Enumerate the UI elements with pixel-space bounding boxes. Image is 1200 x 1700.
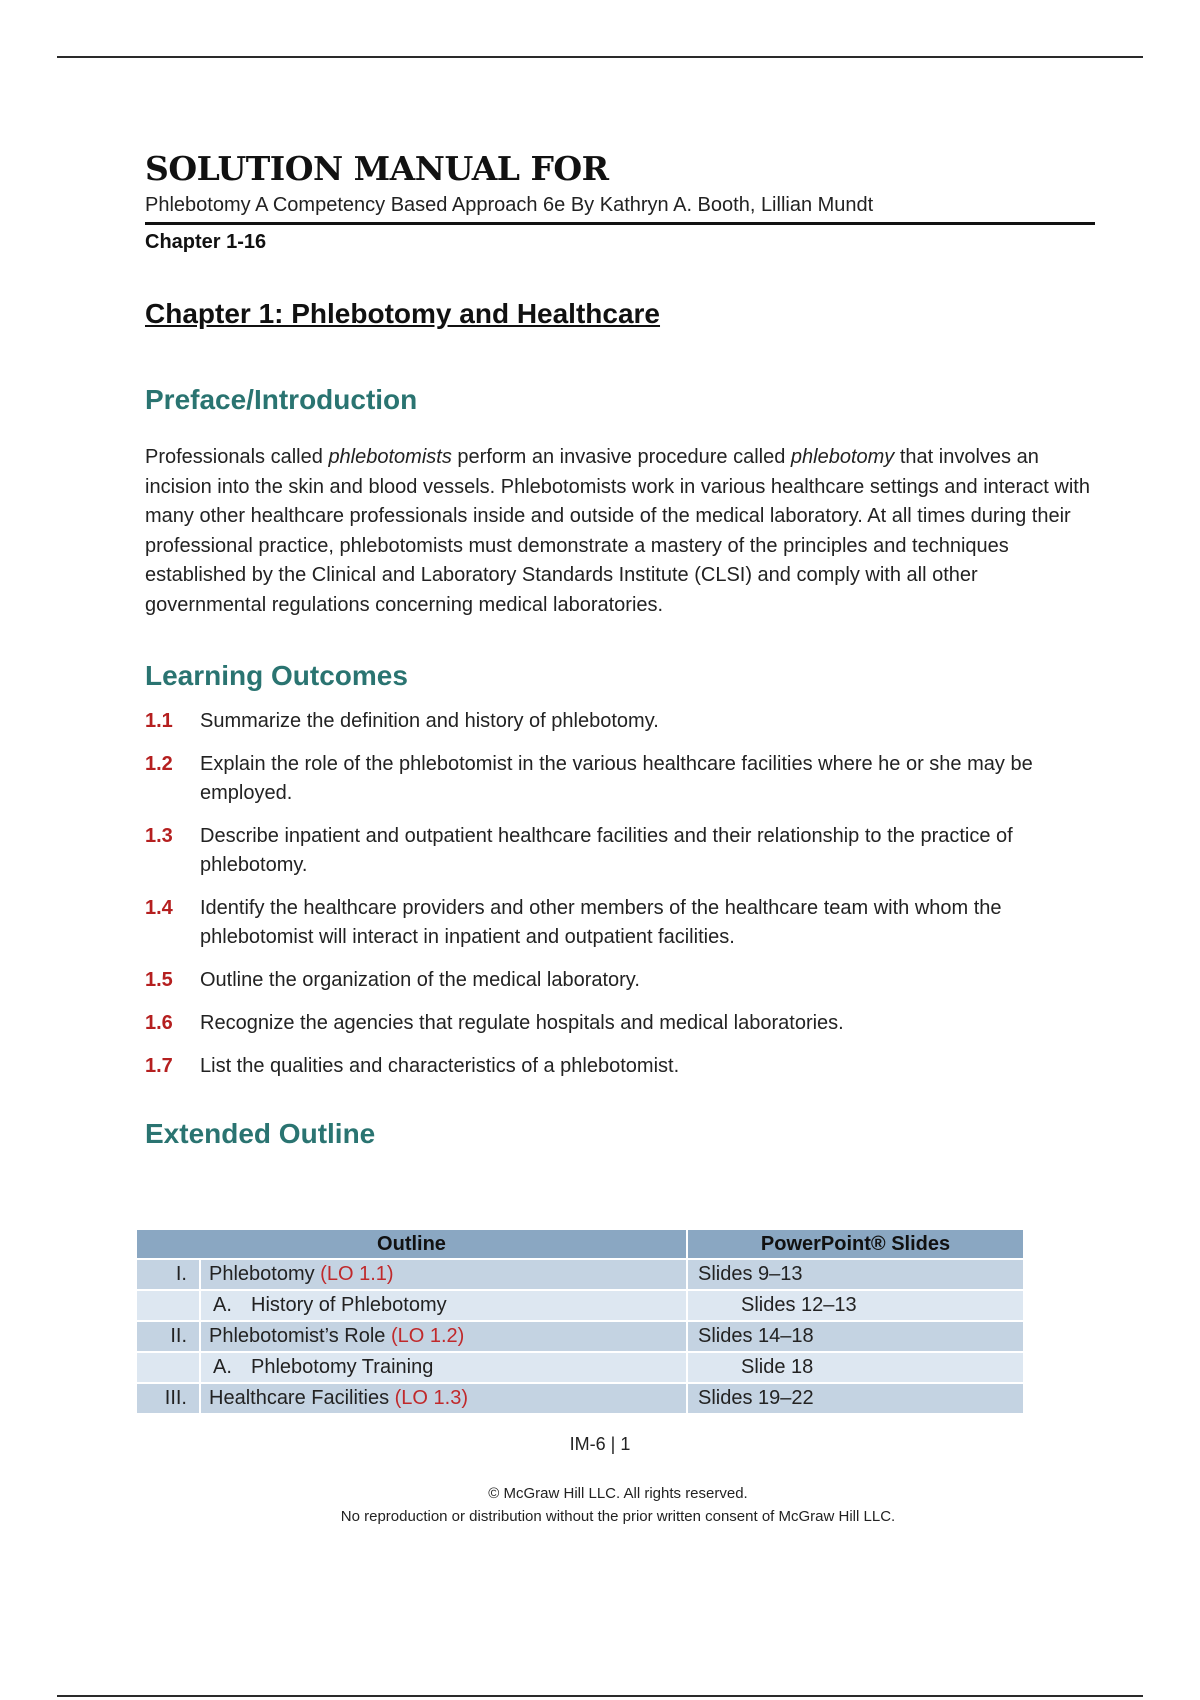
chapter-range: Chapter 1-16	[145, 231, 267, 253]
lo-reference: (LO 1.1)	[320, 1263, 394, 1285]
top-rule	[57, 56, 1143, 58]
book-subtitle: Phlebotomy A Competency Based Approach 6e By Kathryn A. Booth, Lillian Mundt	[145, 192, 1095, 225]
outline-item	[200, 1259, 687, 1290]
chapter-heading: Chapter 1: Phlebotomy and Healthcare	[145, 298, 661, 329]
outline-subitem	[200, 1352, 687, 1383]
roman-numeral-empty	[136, 1290, 200, 1321]
outline-item-text: Phlebotomy Training	[251, 1356, 434, 1378]
outcome-text: List the qualities and characteristics of a phlebotomist.	[200, 1054, 680, 1077]
outcome-number: 1.5	[145, 968, 173, 991]
lo-reference: (LO 1.3)	[394, 1387, 468, 1409]
slides-cell: Slides 12–13	[687, 1290, 1024, 1321]
outcome-text: Explain the role of the phlebotomist in the various healthcare facilities where he or she may be employed.	[200, 752, 1033, 804]
outcome-number: 1.6	[145, 1011, 173, 1034]
outcome-item	[145, 750, 1095, 808]
outcome-number: 1.2	[145, 752, 173, 775]
copyright-line: © McGraw Hill LLC. All rights reserved.	[488, 1485, 748, 1502]
table-row	[136, 1383, 1024, 1414]
preface-text-2: perform an invasive procedure called	[451, 446, 791, 468]
outcome-item	[145, 1009, 1095, 1038]
subitem-letter: A.	[213, 1294, 232, 1316]
slides-cell: Slides 9–13	[687, 1259, 1024, 1290]
extended-outline-heading: Extended Outline	[145, 1117, 376, 1149]
outcome-number: 1.3	[145, 824, 173, 847]
table-row	[136, 1290, 1024, 1321]
outcome-item	[145, 894, 1095, 952]
preface-heading: Preface/Introduction	[145, 384, 418, 415]
outcome-number: 1.1	[145, 709, 173, 732]
preface-text-3: that involves an incision into the skin and blood vessels. Phlebotomists work in various healthcare settings and interact with many other healthcare professionals inside and outside of the medical laboratory. At all times during their professional practice, phlebotomists must demonstrate a mastery of the principles and techniques established by the Clinical and Laboratory Standards Institute (CLSI) and comply with all other governmental regulations concerning medical laboratories.	[145, 446, 1090, 616]
preface-term-phlebotomists: phlebotomists	[328, 446, 452, 468]
reproduction-notice: No reproduction or distribution without the prior written consent of McGraw Hill LLC.	[340, 1508, 896, 1525]
outcome-text: Recognize the agencies that regulate hospitals and medical laboratories.	[200, 1011, 844, 1034]
roman-numeral: I.	[136, 1259, 200, 1290]
slides-cell: Slide 18	[687, 1352, 1024, 1383]
table-header-row	[136, 1229, 1024, 1259]
outline-item	[200, 1321, 687, 1352]
table-row	[136, 1259, 1024, 1290]
outcome-item	[145, 966, 1095, 995]
table-row	[136, 1352, 1024, 1383]
table-row	[136, 1321, 1024, 1352]
outline-item-text: History of Phlebotomy	[251, 1294, 447, 1316]
learning-outcomes-list	[145, 707, 1095, 1081]
lo-reference: (LO 1.2)	[390, 1325, 465, 1347]
outcome-number: 1.4	[145, 896, 173, 919]
subitem-letter: A.	[213, 1356, 232, 1378]
column-header-slides: PowerPoint® Slides	[687, 1229, 1024, 1259]
roman-numeral: II.	[136, 1321, 200, 1352]
main-title: SOLUTION MANUAL FOR	[145, 149, 609, 188]
copyright-footer	[0, 1482, 1200, 1528]
slides-cell: Slides 14–18	[687, 1321, 1024, 1352]
column-header-outline: Outline	[136, 1229, 687, 1259]
outline-item-text: Phlebotomy	[209, 1263, 321, 1285]
outline-subitem	[200, 1290, 687, 1321]
roman-numeral-empty	[136, 1352, 200, 1383]
preface-term-phlebotomy: phlebotomy	[790, 446, 895, 468]
outcome-text: Identify the healthcare providers and other members of the healthcare team with whom the phlebotomist will interact in inpatient and outpatient facilities.	[200, 896, 1002, 948]
outcome-item	[145, 822, 1095, 880]
outcome-item	[145, 1052, 1095, 1081]
outcome-text: Outline the organization of the medical laboratory.	[200, 968, 640, 991]
outline-item-text: Phlebotomist’s Role	[209, 1325, 391, 1347]
outline-item	[200, 1383, 687, 1414]
outcome-item	[145, 707, 1095, 736]
learning-outcomes-heading: Learning Outcomes	[145, 659, 408, 691]
outline-item-text: Healthcare Facilities	[209, 1387, 395, 1409]
roman-numeral: III.	[136, 1383, 200, 1414]
slides-cell: Slides 19–22	[687, 1383, 1024, 1414]
bottom-rule	[57, 1695, 1143, 1697]
preface-text-1: Professionals called	[145, 446, 329, 468]
outcome-text: Describe inpatient and outpatient healthcare facilities and their relationship to the practice of phlebotomy.	[200, 824, 1013, 876]
outline-table	[135, 1228, 1025, 1415]
page-number: IM-6 | 1	[569, 1434, 631, 1454]
outcome-number: 1.7	[145, 1054, 173, 1077]
outcome-text: Summarize the definition and history of phlebotomy.	[200, 709, 659, 732]
preface-paragraph	[145, 443, 1095, 621]
page-content	[145, 150, 1095, 1151]
